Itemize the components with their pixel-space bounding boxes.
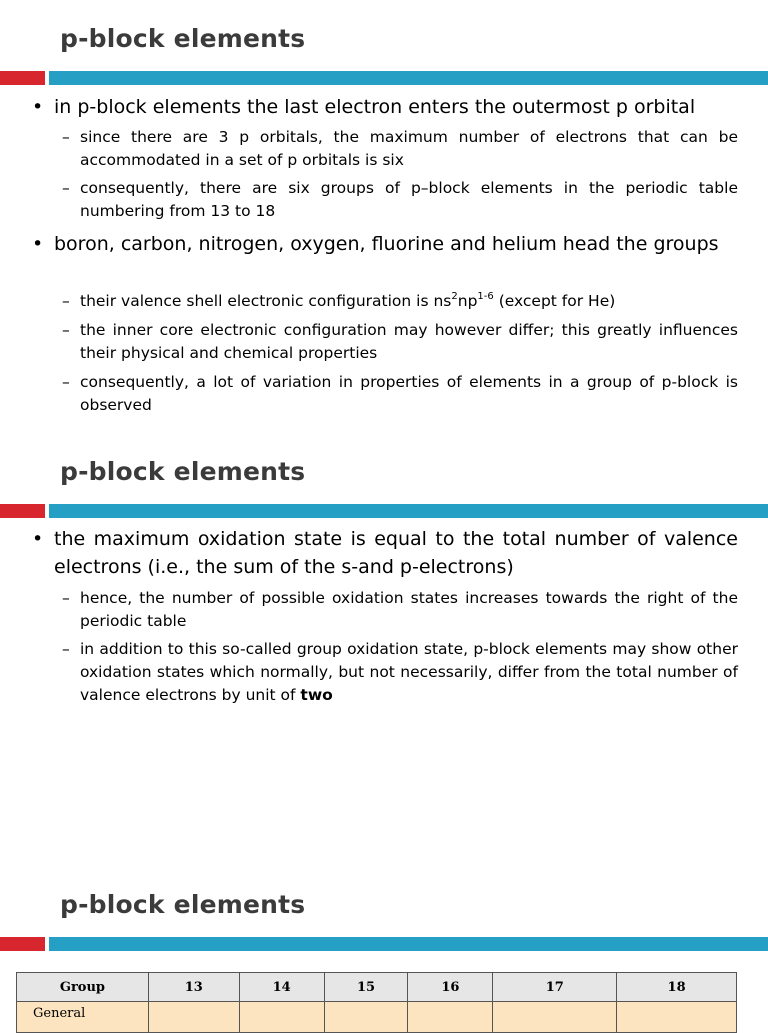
table-cell (148, 1002, 239, 1033)
table-cell (324, 1002, 408, 1033)
dash-mark: – (62, 589, 70, 607)
sub-bullet-item (62, 177, 738, 223)
config-text-pre: their valence shell electronic configuration is ns (80, 292, 452, 310)
bullet-mark: • (32, 96, 44, 118)
config-text-mid: np (457, 292, 478, 310)
table-cell (493, 1002, 617, 1033)
dash-mark: – (62, 292, 70, 310)
bullet-text: boron, carbon, nitrogen, oxygen, fluorine and helium head the groups (54, 233, 719, 255)
slide-title: p-block elements (60, 890, 306, 919)
sub-bullet-item (62, 371, 738, 417)
slide-title: p-block elements (60, 457, 306, 486)
accent-bar-blue (49, 504, 768, 518)
accent-bar-red (0, 937, 45, 951)
sub-bullet-item (62, 587, 738, 633)
sub-bullet-text (80, 290, 738, 313)
dash-mark: – (62, 640, 70, 658)
table-header-cell: 13 (148, 973, 239, 1002)
sub-bullet-text: since there are 3 p orbitals, the maximum number of electrons that can be accommodated in a set of p orbitals is six (80, 128, 738, 169)
table-row-label: General (17, 1002, 149, 1033)
config-sup-2: 1-6 (477, 291, 494, 302)
bullet-item (32, 230, 738, 258)
bullet-text: in p-block elements the last electron enters the outermost p orbital (54, 96, 696, 118)
sub-bullet-text-bold: two (300, 686, 333, 704)
sub-bullet-item (62, 290, 738, 313)
table-cell (239, 1002, 324, 1033)
config-text-post: (except for He) (493, 292, 616, 310)
table-header-cell: 18 (617, 973, 737, 1002)
dash-mark: – (62, 128, 70, 146)
accent-bar-red (0, 504, 45, 518)
table-header-cell: 16 (408, 973, 493, 1002)
table-header-cell: 14 (239, 973, 324, 1002)
accent-bar-blue (49, 71, 768, 85)
bullet-mark: • (32, 528, 44, 550)
bullet-item (32, 525, 738, 581)
sub-bullet-text: consequently, a lot of variation in properties of elements in a group of p-block is observed (80, 373, 738, 414)
bullet-text: the maximum oxidation state is equal to the total number of valence electrons (i.e., the sum of the s-and p-electrons) (54, 528, 738, 578)
table-cell (617, 1002, 737, 1033)
sub-bullet-text: the inner core electronic configuration may however differ; this greatly influences their physical and chemical properties (80, 321, 738, 362)
sub-bullet-text: consequently, there are six groups of p–block elements in the periodic table numbering from 13 to 18 (80, 179, 738, 220)
dash-mark: – (62, 321, 70, 339)
dash-mark: – (62, 373, 70, 391)
bullet-item (32, 93, 738, 121)
table-header-cell: 15 (324, 973, 408, 1002)
table-header-cell: Group (17, 973, 149, 1002)
bullet-mark: • (32, 233, 44, 255)
sub-bullet-item (62, 126, 738, 172)
sub-bullet-item (62, 638, 738, 707)
config-sup-1: 2 (451, 291, 458, 302)
table-header-cell: 17 (493, 973, 617, 1002)
table-cell (408, 1002, 493, 1033)
table-header-row (17, 973, 737, 1002)
sub-bullet-text-pre: in addition to this so-called group oxidation state, p-block elements may show other oxidation states which normally, but not necessarily, differ from the total number of valence electrons by unit of (80, 640, 738, 704)
sub-bullet-text (80, 638, 738, 707)
table-row (17, 1002, 737, 1033)
slide-title: p-block elements (60, 24, 306, 53)
sub-bullet-item (62, 319, 738, 365)
sub-bullet-text: hence, the number of possible oxidation states increases towards the right of the periodic table (80, 589, 738, 630)
accent-bar-blue (49, 937, 768, 951)
accent-bar-red (0, 71, 45, 85)
dash-mark: – (62, 179, 70, 197)
